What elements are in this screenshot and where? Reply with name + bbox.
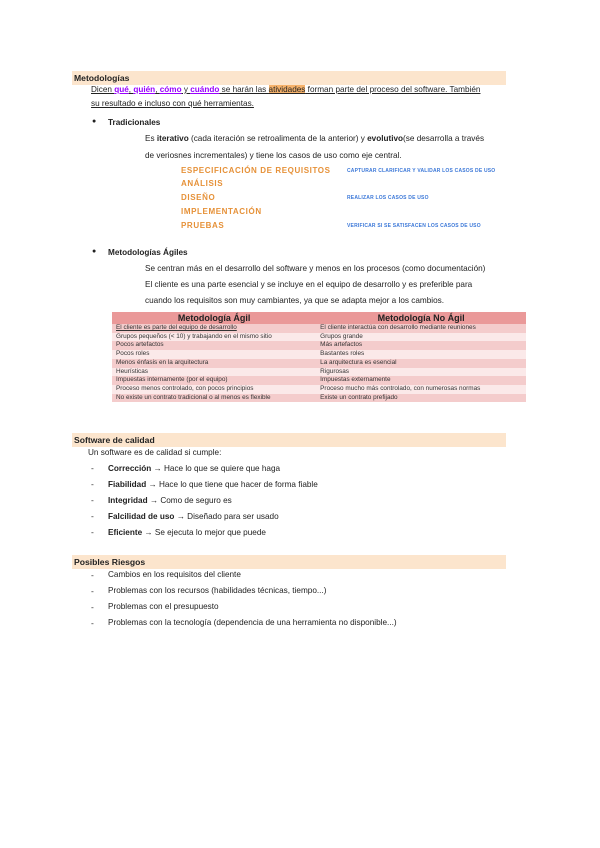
intro-text: , [155,85,160,94]
bullet-icon: ● [92,248,97,255]
riesgo-item: Problemas con el presupuesto [108,602,219,611]
calidad-item [108,495,232,507]
cell-agil: Pocos artefactos [112,341,316,350]
text: (se desarrolla a través [403,134,485,143]
comparison-table [112,312,526,402]
table-header-agil: Metodología Ágil [112,312,316,324]
dash-icon: - [91,479,94,489]
riesgo-item: Problemas con la tecnología (dependencia de una herramienta no disponible...) [108,618,397,627]
keyword-que: qué [114,85,129,94]
agiles-line-3: cuando los requisitos son muy cambiantes, ya que se adapta mejor a los cambios. [145,296,445,305]
dash-icon: - [91,570,94,580]
calidad-item [108,463,280,475]
agiles-line-2: El cliente es una parte esencial y se incluye en el equipo de desarrollo y es preferible para [145,280,473,289]
section-heading-metodologias: Metodologías [72,71,506,85]
term-iterativo: iterativo [156,134,189,143]
dash-icon: - [91,602,94,612]
calidad-desc: → Se ejecuta lo mejor que puede [142,528,266,537]
phase-diseno: DISEÑO [181,193,216,202]
text: Es [145,134,157,143]
riesgo-item: Cambios en los requisitos del cliente [108,570,241,579]
cell-no-agil: Rigurosas [316,368,526,377]
intro-text: forman parte del proceso del software. También [305,85,481,94]
keyword-cuando: cuándo [190,85,220,94]
section-heading-calidad: Software de calidad [72,433,506,447]
calidad-term: Fiabilidad [108,480,147,489]
dash-icon: - [91,586,94,596]
cell-agil: Impuestas internamente (por el equipo) [112,376,316,385]
table-row [112,385,526,394]
cell-agil: Proceso menos controlado, con pocos principios [112,385,316,394]
cell-no-agil: El cliente interactúa con desarrollo mediante reuniones [316,324,526,333]
calidad-desc: → Hace lo que tiene que hacer de forma fiable [146,480,318,489]
cell-no-agil: Más artefactos [316,341,526,350]
table-header-no-agil: Metodología No Ágil [316,312,526,324]
cell-no-agil: Bastantes roles [316,350,526,359]
intro-text: , [128,85,134,94]
tradicionales-label: Tradicionales [108,118,161,127]
agiles-label: Metodologías Ágiles [108,248,188,257]
dash-icon: - [91,463,94,473]
cell-no-agil: Grupos grande [316,333,526,342]
dash-icon: - [91,527,94,537]
calidad-item [108,511,279,523]
riesgo-item: Problemas con los recursos (habilidades técnicas, tiempo...) [108,586,327,595]
keyword-como: cómo [159,85,182,94]
term-evolutivo: evolutivo [367,134,404,143]
calidad-desc: → Hace lo que se quiere que haga [151,464,281,473]
table-row [112,350,526,359]
intro-text: Dicen [91,85,115,94]
intro-line-1 [91,84,480,96]
cell-no-agil: Existe un contrato prefijado [316,394,526,403]
cell-no-agil: La arquitectura es esencial [316,359,526,368]
cell-agil: Heurísticas [112,368,316,377]
table-row [112,394,526,403]
dash-icon: - [91,511,94,521]
keyword-actividades: atividades [268,85,306,94]
calidad-desc: → Diseñado para ser usado [174,512,279,521]
cell-agil: Menos énfasis en la arquitectura [112,359,316,368]
text: (cada iteración se retroalimenta de la anterior) y [188,134,368,143]
tradicionales-line-2: de veriosnes incrementales) y tiene los casos de uso como eje central. [145,151,402,160]
agiles-line-1: Se centran más en el desarrollo del software y menos en los procesos (como documentación) [145,264,486,273]
calidad-item [108,479,318,491]
cell-no-agil: Proceso mucho más controlado, con numerosas normas [316,385,526,394]
table-row [112,359,526,368]
dash-icon: - [91,618,94,628]
calidad-item [108,527,266,539]
phase-especificacion: ESPECIFICACIÓN DE REQUISITOS [181,166,331,175]
dash-icon: - [91,495,94,505]
section-heading-riesgos: Posibles Riesgos [72,555,506,569]
phase-implementacion: IMPLEMENTACIÓN [181,207,262,216]
phase-analisis: ANÁLISIS [181,179,224,188]
phase-pruebas: PRUEBAS [181,221,225,230]
calidad-intro: Un software es de calidad si cumple: [88,448,222,457]
calidad-term: Corrección [108,464,152,473]
table-row [112,368,526,377]
tradicionales-line-1 [145,133,484,145]
phase-note-especificacion: CAPTURAR CLARIFICAR Y VALIDAR LOS CASOS DE USO [347,168,496,174]
table-row [112,376,526,385]
cell-agil: Pocos roles [112,350,316,359]
keyword-quien: quién [133,85,156,94]
cell-agil: El cliente es parte del equipo de desarrollo [112,324,316,333]
bullet-icon: ● [92,118,97,125]
calidad-term: Falcilidad de uso [108,512,175,521]
intro-text: se harán las [219,85,269,94]
cell-agil: Grupos pequeños (< 10) y trabajando en el mismo sitio [112,333,316,342]
table-row [112,324,526,333]
cell-agil: No existe un contrato tradicional o al menos es flexible [112,394,316,403]
calidad-desc: → Como de seguro es [147,496,232,505]
calidad-term: Eficiente [108,528,143,537]
phase-note-pruebas: VERIFICAR SI SE SATISFACEN LOS CASOS DE USO [347,223,481,229]
intro-line-2: su resultado e incluso con qué herramientas. [91,99,254,108]
cell-no-agil: Impuestas externamente [316,376,526,385]
table-row [112,341,526,350]
table-row [112,333,526,342]
intro-text: y [181,85,191,94]
phase-note-diseno: REALIZAR LOS CASOS DE USO [347,195,429,201]
calidad-term: Integridad [108,496,148,505]
